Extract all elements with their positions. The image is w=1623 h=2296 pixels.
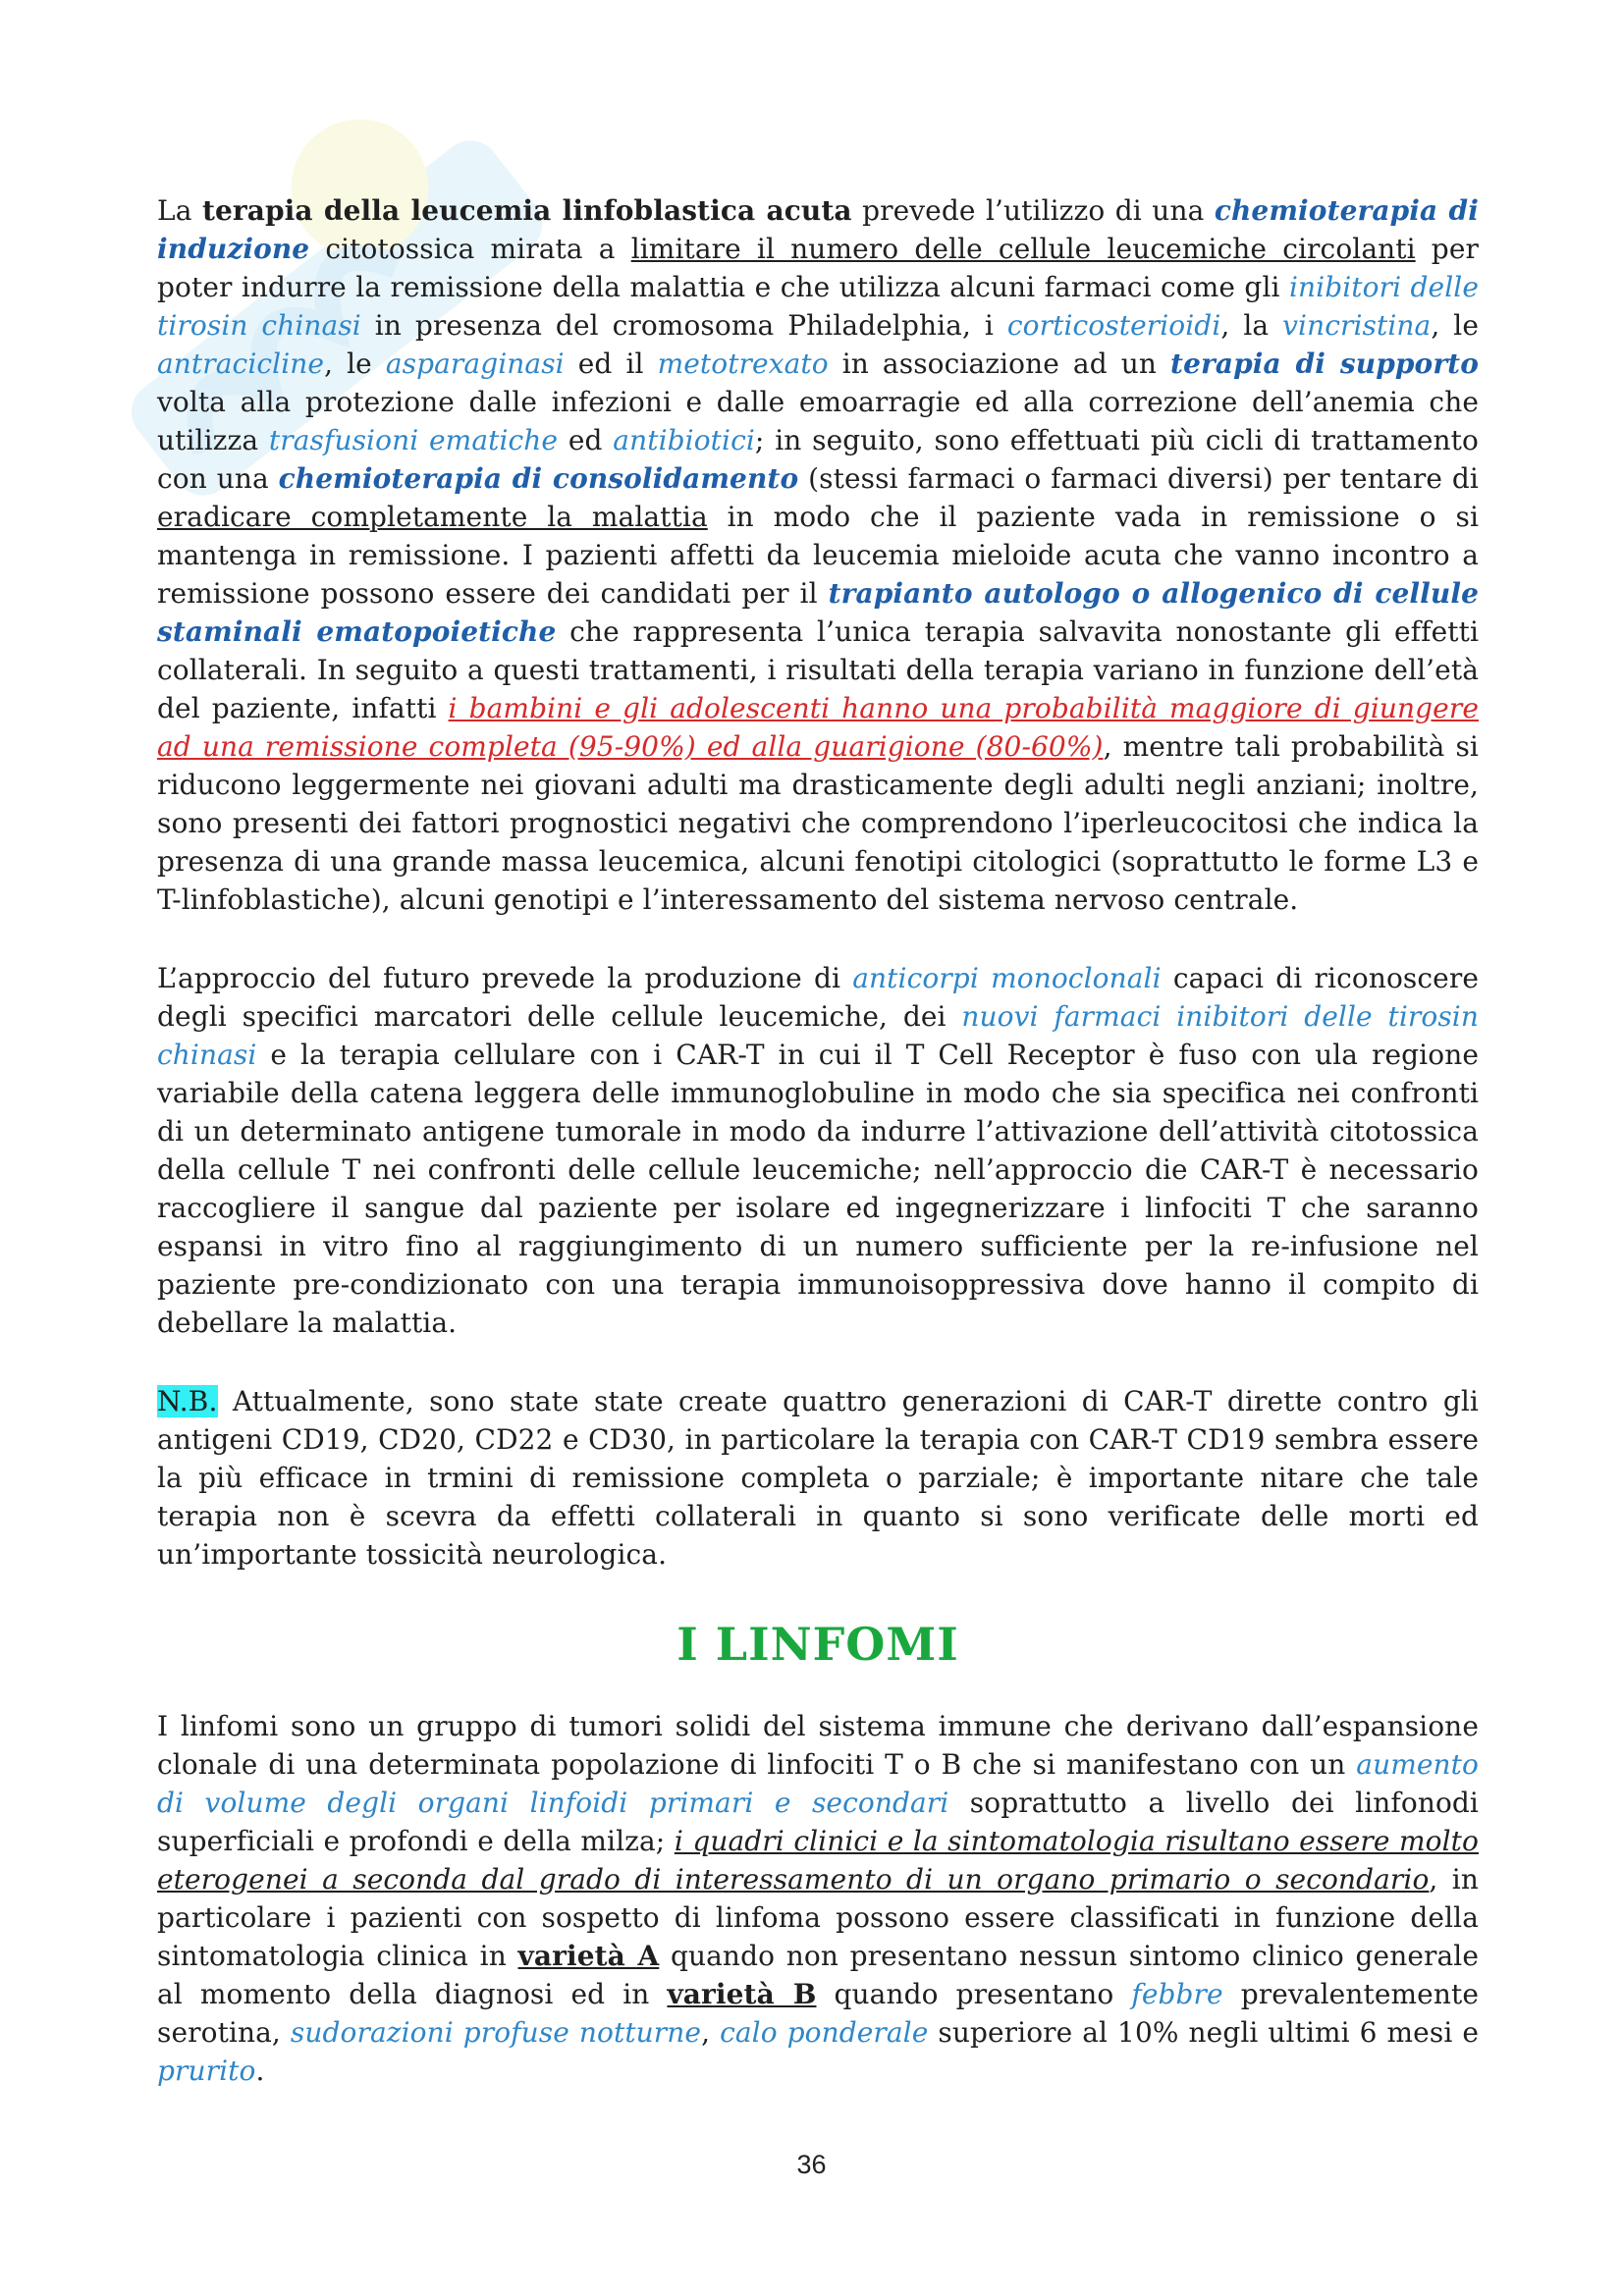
- nb-highlight: N.B.: [157, 1385, 218, 1417]
- term-nuovi-farmaci: nuovi farmaci inibitori delle tirosin chinasi: [157, 1000, 1479, 1071]
- paragraph-nb-car-t: N.B. Attualmente, sono state state create quattro generazioni di CAR-T dirette contro gli antigeni CD19, CD20, CD22 e CD30, in particolare la terapia con CAR-T CD19 sembra essere la più efficace in trmini di remissione completa o parziale; è importante nitare che tale terapia non è scevra da effetti collaterali in quanto si sono verificate delle morti ed un’importante tossicità neurologica.: [157, 1385, 1479, 1571]
- term-varieta-a: varietà A: [517, 1940, 660, 1972]
- section-heading: I LINFOMI: [676, 1618, 959, 1671]
- term-febbre: febbre: [1131, 1978, 1223, 2010]
- term-inibitori: inibitori delle tirosin chinasi: [157, 271, 1479, 342]
- underlined-phrase: limitare il numero delle cellule leucemiche circolanti: [630, 233, 1416, 265]
- term-anticorpi: anticorpi monoclonali: [852, 962, 1162, 994]
- term-chemioterapia-induzione: chemioterapia di induzione: [157, 194, 1479, 265]
- document-page: [157, 191, 1479, 2090]
- term-trasfusioni: trasfusioni ematiche: [268, 424, 559, 456]
- page-number: 36: [796, 2150, 827, 2179]
- term-antracicline: antracicline: [157, 347, 325, 380]
- paragraph-future-approach: L’approccio del futuro prevede la produzione di anticorpi monoclonali capaci di riconoscere degli specifici marcatori delle cellule leucemiche, dei nuovi farmaci inibitori delle tirosin chinasi e la terapia cellulare con i CAR-T in cui il T Cell Receptor è fuso con ula regione variabile della catena leggera delle immunoglobuline in modo che sia specifica nei confronti di un determinato antigene tumorale in modo da indurre l’attivazione dell’attività citotossica della cellule T nei confronti delle cellule leucemiche; nell’approccio die CAR-T è necessario raccogliere il sangue dal paziente per isolare ed ingegnerizzare i linfociti T che saranno espansi in vitro fino al raggiungimento di un numero sufficiente per la re-infusione nel paziente pre-condizionato con una terapia immunoisoppressiva dove hanno il compito di debellare la malattia.: [157, 962, 1479, 1339]
- term-asparaginasi: asparaginasi: [385, 347, 565, 380]
- underlined-phrase: eradicare completamente la malattia: [157, 501, 708, 533]
- term-antibiotici: antibiotici: [613, 424, 755, 456]
- term-trapianto: trapianto autologo o allogenico di cellule staminali ematopoietiche: [157, 577, 1479, 648]
- paragraph-linfomi: I linfomi sono un gruppo di tumori solidi del sistema immune che derivano dall’espansione clonale di una determinata popolazione di linfociti T o B che si manifestano con un aumento di volume degli organi linfoidi primari e secondari soprattutto a livello dei linfonodi superficiali e profondi e della milza; i quadri clinici e la sintomatologia risultano essere molto eterogenei a seconda dal grado di interessamento di un organo primario o secondario, in particolare i pazienti con sospetto di linfoma possono essere classificati in funzione della sintomatologia clinica in varietà A quando non presentano nessun sintomo clinico generale al momento della diagnosi ed in varietà B quando presentano febbre prevalentemente serotina, sudorazioni profuse notturne, calo ponderale superiore al 10% negli ultimi 6 mesi e prurito.: [157, 1710, 1480, 2087]
- term-corticosteroidi: corticosterioidi: [1006, 309, 1221, 342]
- term-chemioterapia-consolidamento: chemioterapia di consolidamento: [278, 462, 799, 495]
- term-aumento-volume: aumento di volume degli organi linfoidi primari e secondari: [157, 1748, 1479, 1819]
- term-terapia-lla: terapia della leucemia linfoblastica acuta: [201, 194, 852, 227]
- term-varieta-b: varietà B: [667, 1978, 817, 2010]
- red-underlined-note: i bambini e gli adolescenti hanno una probabilità maggiore di giungere ad una remissione completa (95-90%) ed alla guarigione (80-60%): [157, 692, 1479, 763]
- term-vincristina: vincristina: [1282, 309, 1432, 342]
- term-prurito: prurito: [157, 2055, 256, 2087]
- underlined-italic-phrase: i quadri clinici e la sintomatologia risultano essere molto eterogenei a seconda dal grado di interessamento di un organo primario o secondario: [157, 1825, 1479, 1896]
- term-calo-ponderale: calo ponderale: [720, 2016, 929, 2049]
- term-metotrexato: metotrexato: [657, 347, 829, 380]
- paragraph-leucemia-therapy: La terapia della leucemia linfoblastica acuta prevede l’utilizzo di una chemioterapia di induzione citotossica mirata a limitare il numero delle cellule leucemiche circolanti per poter indurre la remissione della malattia e che utilizza alcuni farmaci come gli inibitori delle tirosin chinasi in presenza del cromosoma Philadelphia, i corticosterioidi, la vincristina, le antracicline, le asparaginasi ed il metotrexato in associazione ad un terapia di supporto volta alla protezione dalle infezioni e dalle emoarragie ed alla correzione dell’anemia che utilizza trasfusioni ematiche ed antibiotici; in seguito, sono effettuati più cicli di trattamento con una chemioterapia di consolidamento (stessi farmaci o farmaci diversi) per tentare di eradicare completamente la malattia in modo che il paziente vada in remissione o si mantenga in remissione. I pazienti affetti da leucemia mieloide acuta che vanno incontro a remissione possono essere dei candidati per il trapianto autologo o allogenico di cellule staminali ematopoietiche che rappresenta l’unica terapia salvavita nonostante gli effetti collaterali. In seguito a questi trattamenti, i risultati della terapia variano in funzione dell’età del paziente, infatti i bambini e gli adolescenti hanno una probabilità maggiore di giungere ad una remissione completa (95-90%) ed alla guarigione (80-60%), mentre tali probabilità si riducono leggermente nei giovani adulti ma drasticamente degli adulti negli anziani; inoltre, sono presenti dei fattori prognostici negativi che comprendono l’iperleucocitosi che indica la presenza di una grande massa leucemica, alcuni fenotipi citologici (soprattutto le forme L3 e T-linfoblastiche), alcuni genotipi e l’interessamento del sistema nervoso centrale.: [157, 194, 1480, 916]
- term-sudorazioni: sudorazioni profuse notturne: [290, 2016, 702, 2049]
- term-terapia-supporto: terapia di supporto: [1170, 347, 1479, 380]
